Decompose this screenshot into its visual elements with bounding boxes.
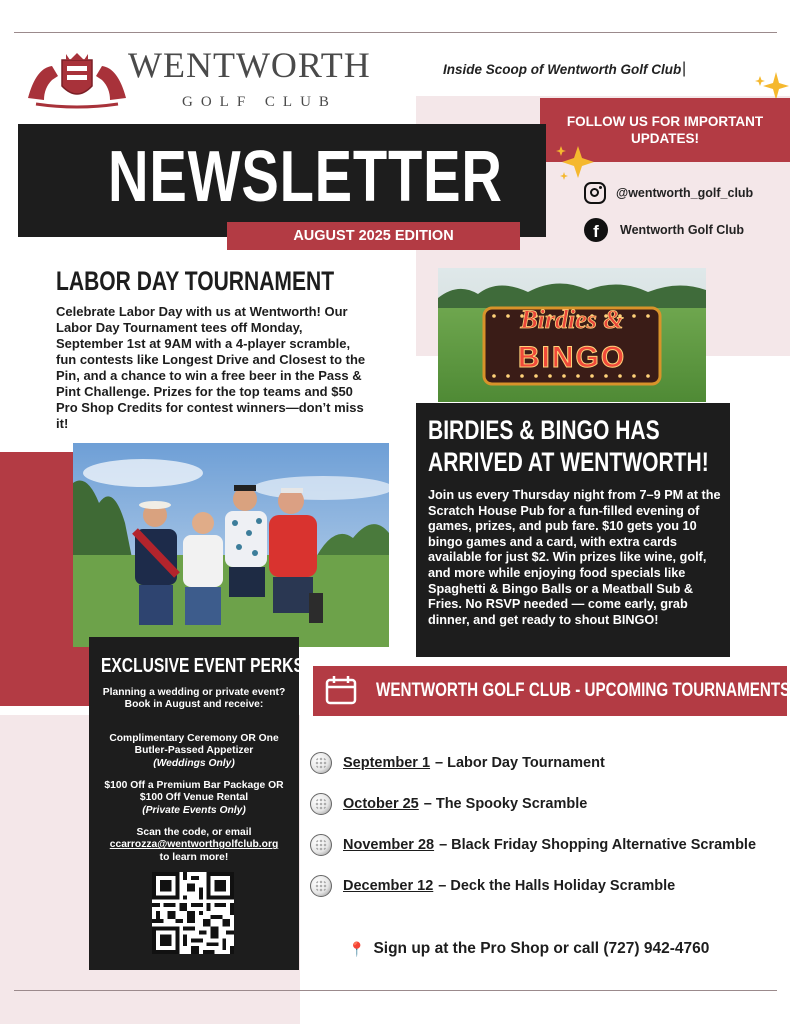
- newsletter-title: NEWSLETTER: [108, 137, 503, 217]
- calendar-icon: [325, 675, 357, 705]
- bingo-sign-script: Birdies &: [520, 305, 624, 334]
- qr-code[interactable]: [152, 872, 234, 954]
- golf-ball-icon: [310, 752, 332, 774]
- golf-ball-icon: [310, 834, 332, 856]
- golf-ball-icon: [310, 875, 332, 897]
- perks-intro: Planning a wedding or private event? Book in August and receive:: [102, 687, 286, 711]
- top-divider: [14, 32, 777, 33]
- instagram-handle: @wentworth_golf_club: [616, 186, 754, 200]
- tournament-name: – The Spooky Scramble: [423, 796, 588, 812]
- perk-one: [97, 733, 291, 770]
- tagline: Inside Scoop of Wentworth Golf Club: [443, 62, 682, 77]
- facebook-name: Wentworth Golf Club: [620, 223, 745, 237]
- tournament-item: [310, 793, 587, 815]
- tagline-separator: |: [682, 60, 687, 77]
- sparkle-star-icon: [554, 142, 598, 184]
- signup-text: Sign up at the Pro Shop or call (727) 942-4760: [373, 940, 710, 957]
- tournament-item: [310, 875, 675, 897]
- bottom-divider: [14, 990, 777, 991]
- perks-cta-line1: Scan the code, or email: [136, 827, 252, 838]
- follow-us-banner: FOLLOW US FOR IMPORTANT UPDATES!: [540, 98, 790, 162]
- tournament-date: September 1: [343, 755, 431, 771]
- instagram-icon: [584, 182, 606, 204]
- edition-badge: AUGUST 2025 EDITION: [227, 222, 520, 250]
- tournament-date: October 25: [343, 796, 419, 812]
- instagram-link[interactable]: [584, 182, 753, 204]
- perk-two: [97, 780, 291, 817]
- tournament-date: November 28: [343, 837, 435, 853]
- birdies-bingo-body: Join us every Thursday night from 7–9 PM at the Scratch House Pub for a fun-filled evening of games, prizes, and pub fare. $10 gets you 10 bingo games and a card, with extra cards available for just $2. Win prizes like wine, golf, and more while enjoying food specials like Spaghetti & Bingo Balls or a Meatball Sub & Fries. No RSVP needed — come early, grab dinner, and get ready to shout BINGO!: [428, 488, 721, 627]
- tournament-name: – Deck the Halls Holiday Scramble: [438, 878, 676, 894]
- brand-subname: GOLF CLUB: [182, 94, 337, 110]
- map-pin-icon: 📍: [348, 940, 366, 957]
- signup-line: [348, 940, 709, 958]
- perks-cta: [97, 827, 291, 864]
- labor-day-body: Celebrate Labor Day with us at Wentworth! Our Labor Day Tournament tees off Monday, September 1st at 9AM with a 4-player scramble, fun contests like Longest Drive and Closest to the Pin, and a chance to win a free beer in the Pass & Pint Challenge. Prizes for the top teams and $50 Pro Shop Credits for contest winners—don’t miss it!: [56, 304, 366, 431]
- tournament-date: December 12: [343, 878, 434, 894]
- golf-ball-icon: [310, 793, 332, 815]
- bingo-sign-text: BINGO: [517, 341, 627, 374]
- tournament-name: – Black Friday Shopping Alternative Scramble: [439, 837, 757, 853]
- perks-cta-line2: to learn more!: [159, 851, 229, 863]
- tournaments-heading: WENTWORTH GOLF CLUB - UPCOMING TOURNAMENTS: [376, 680, 791, 701]
- event-perks-heading: EXCLUSIVE EVENT PERKS: [101, 655, 304, 677]
- tournament-item: [310, 834, 756, 856]
- facebook-link[interactable]: [584, 218, 744, 242]
- brand-name: WENTWORTH: [128, 45, 371, 85]
- birdies-bingo-image: [438, 268, 706, 402]
- perks-email-link[interactable]: ccarrozza@wentworthgolfclub.org: [109, 839, 279, 851]
- facebook-icon: f: [584, 218, 608, 242]
- labor-day-heading: LABOR DAY TOURNAMENT: [56, 266, 335, 296]
- birdies-bingo-heading: BIRDIES & BINGO HAS ARRIVED AT WENTWORTH!: [428, 415, 709, 477]
- perk-two-note: (Private Events Only): [142, 804, 246, 816]
- golfers-photo: [73, 443, 389, 647]
- crest-logo: [22, 48, 132, 110]
- perk-two-text: $100 Off a Premium Bar Package OR $100 Off Venue Rental: [104, 780, 284, 804]
- perk-one-note: (Weddings Only): [153, 757, 235, 769]
- tournament-name: – Labor Day Tournament: [435, 755, 605, 771]
- tournament-item: [310, 752, 605, 774]
- perk-one-text: Complimentary Ceremony OR One Butler-Passed Appetizer: [109, 733, 279, 757]
